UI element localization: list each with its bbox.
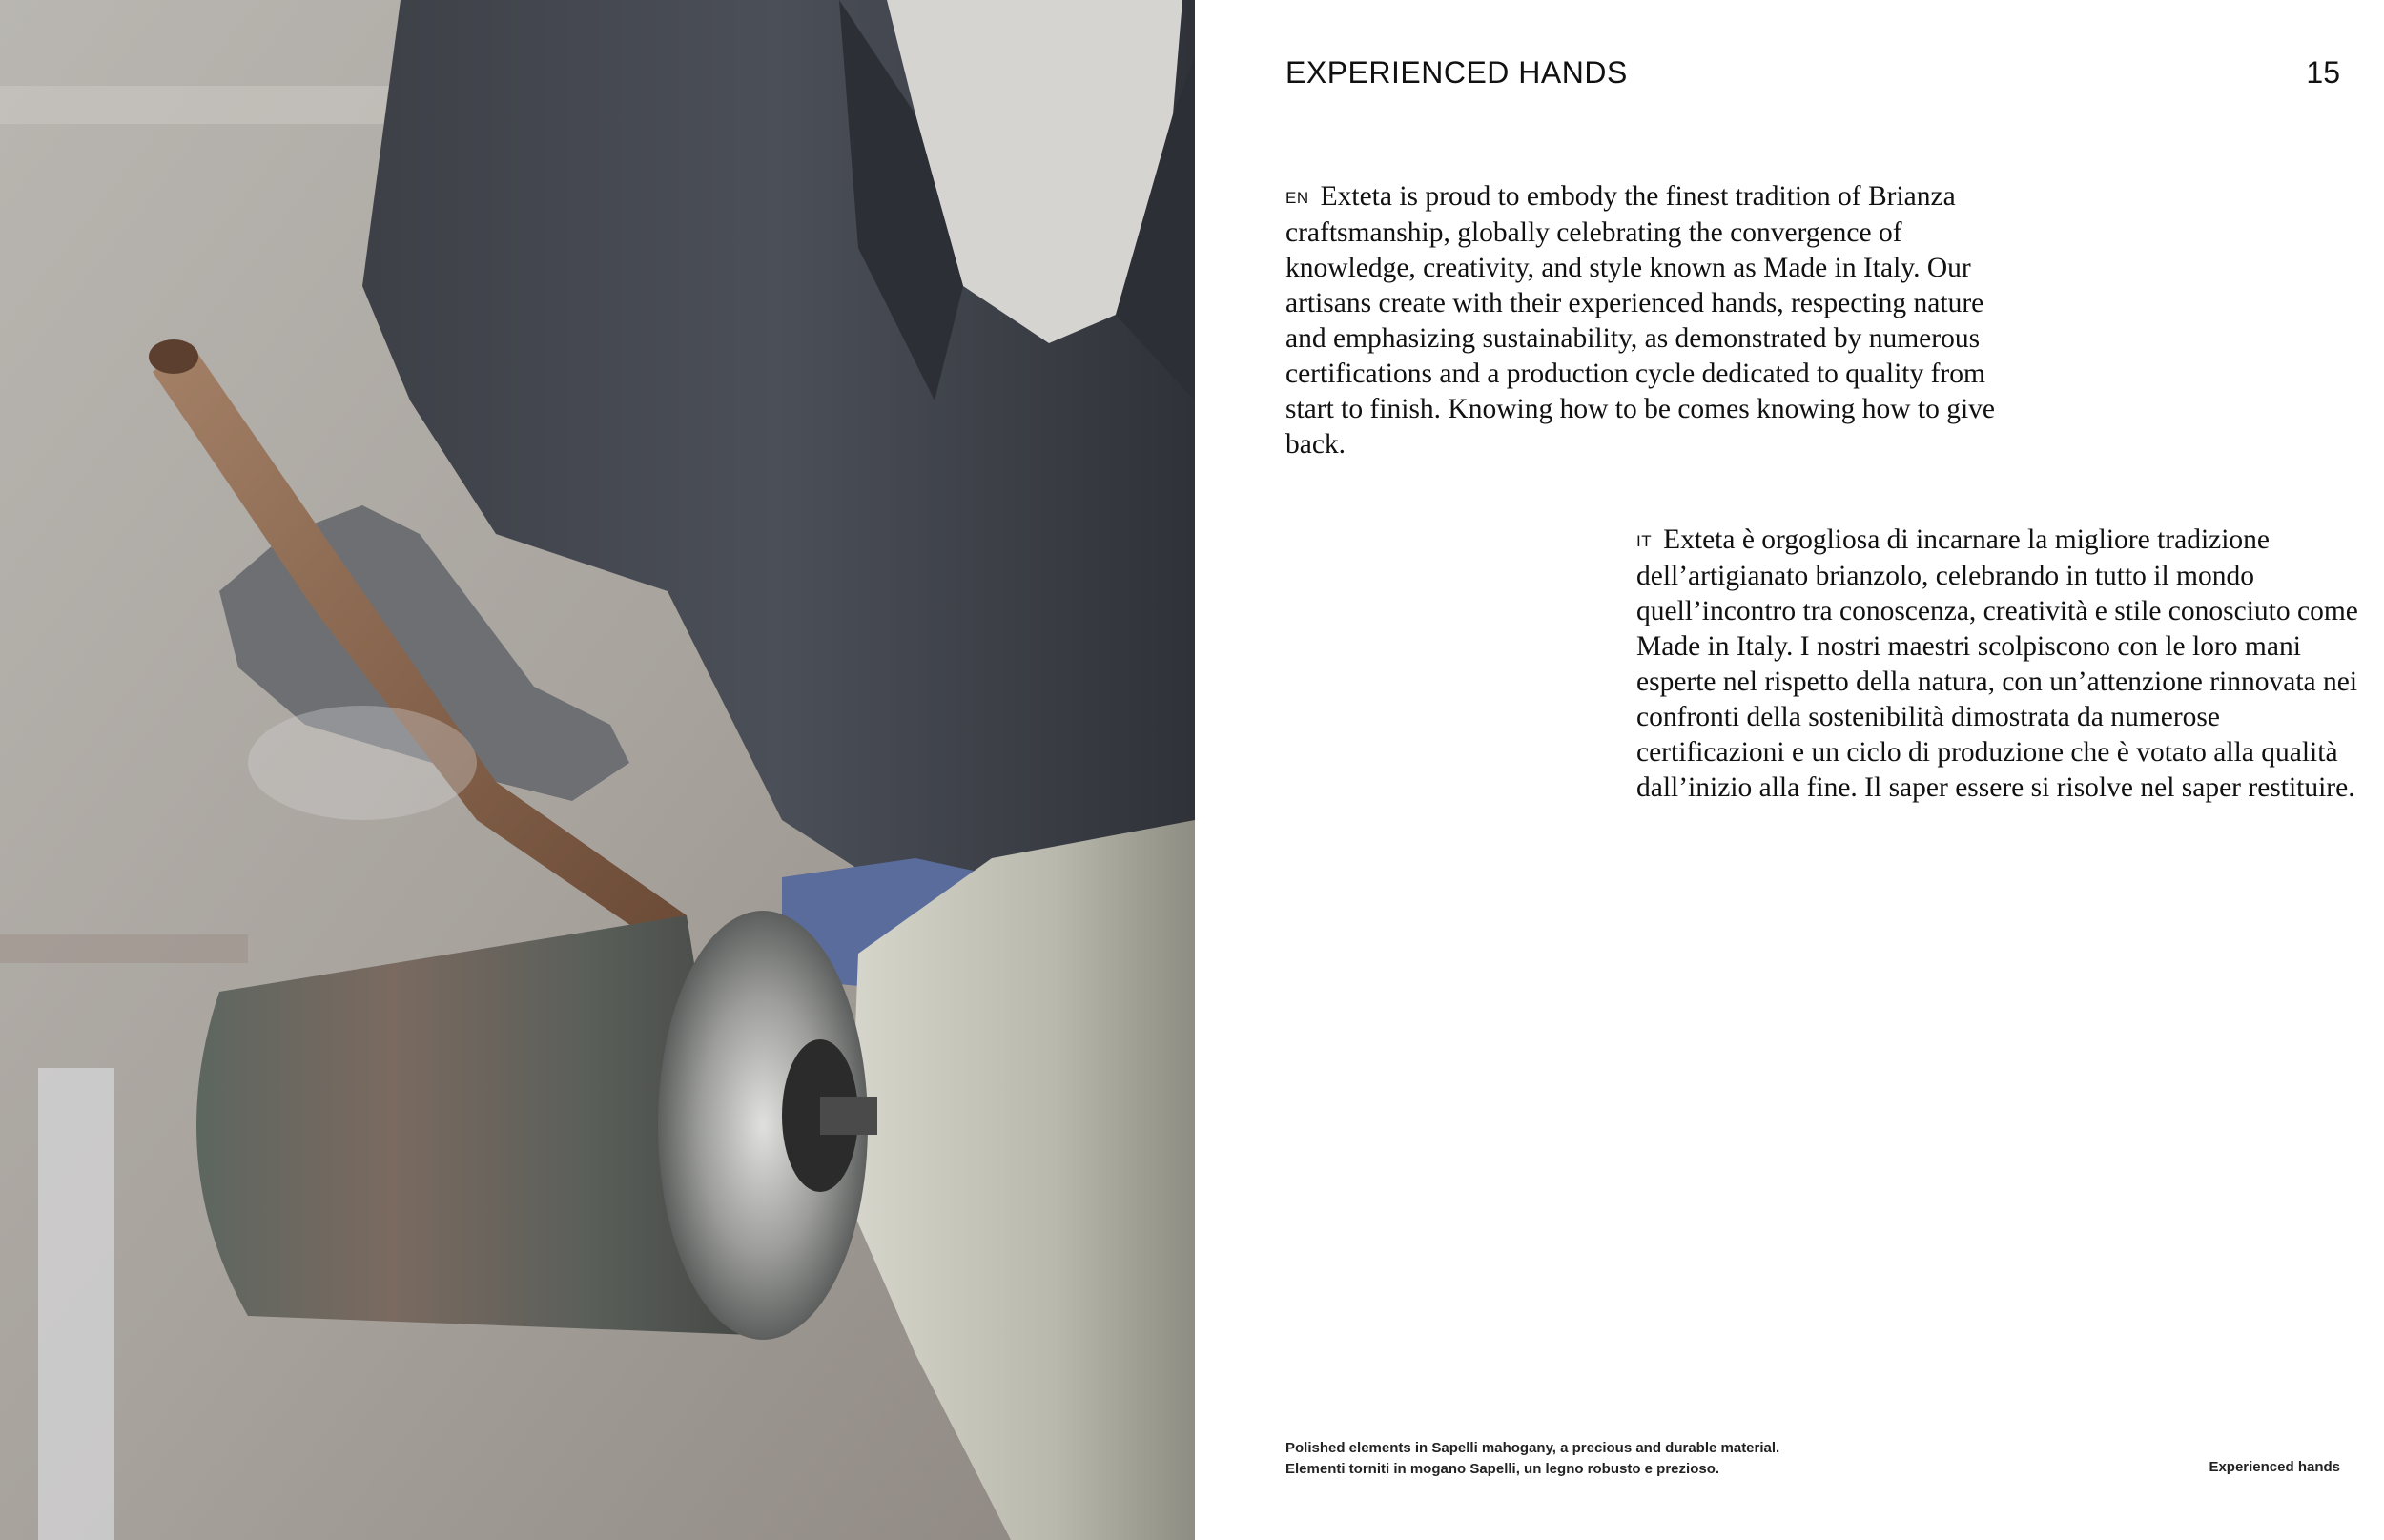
body-paragraph-en (1285, 179, 2029, 462)
photo-caption (1285, 1438, 1779, 1480)
body-paragraph-it (1636, 523, 2361, 806)
page-number: 15 (2306, 55, 2340, 90)
body-text-it: Exteta è orgogliosa di incarnare la migliore tradizione dell’artigianato brianzolo, celebrando in tutto il mondo quell’incontro tra conoscenza, creatività e stile conosciuto come Made in Italy. I nostri maestri scolpiscono con le loro mani esperte nel rispetto della natura, con un’attenzione rinnovata nei confronti della sostenibilità dimostrata da numerose certificazioni e un ciclo di produzione che è votato alla qualità dall’inizio alla fine. Il saper essere si risolve nel saper restituire. (1636, 524, 2358, 803)
body-text-en: Exteta is proud to embody the finest tradition of Brianza craftsmanship, globally celebrating the convergence of knowledge, creativity, and style known as Made in Italy. Our artisans create with their experienced hands, respecting nature and emphasizing sustainability, as demonstrated by numerous certifications and a production cycle dedicated to quality from start to finish. Knowing how to be comes knowing how to give back. (1285, 181, 1995, 460)
footer-section-label: Experienced hands (2209, 1459, 2340, 1475)
language-tag-it: IT (1636, 532, 1653, 550)
language-tag-en: EN (1285, 189, 1309, 207)
caption-en: Polished elements in Sapelli mahogany, a precious and durable material. (1285, 1440, 1780, 1456)
text-page (1195, 0, 2384, 1540)
caption-it: Elementi torniti in mogano Sapelli, un legno robusto e prezioso. (1285, 1461, 1720, 1477)
section-title: EXPERIENCED HANDS (1285, 55, 1628, 90)
